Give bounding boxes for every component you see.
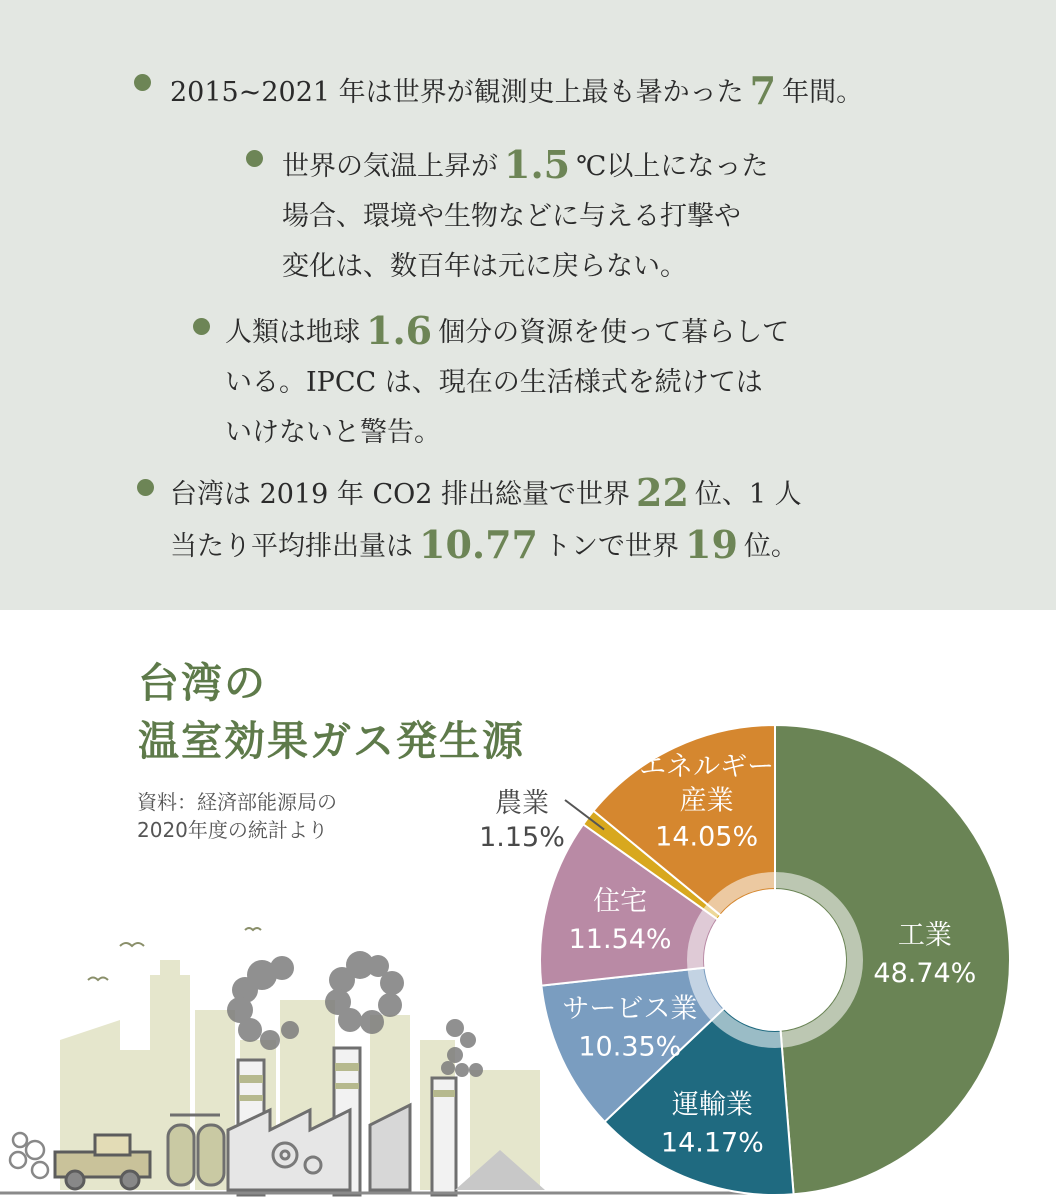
chart-title-line-2: 温室効果ガス発生源: [138, 717, 525, 765]
slice-value-3: 11.54%: [568, 923, 672, 955]
slice-value-1: 14.17%: [660, 1127, 764, 1159]
slice-value-4: 1.15%: [479, 822, 565, 853]
fact-4-text-end: 位、1 人: [694, 479, 802, 510]
fact-1-number: 7: [749, 68, 777, 113]
fact-1-text-end: 年間。: [782, 77, 864, 108]
fact-2-line-3: 変化は、数百年は元に戻らない。: [282, 251, 687, 282]
fact-4-number-2: 10.77: [419, 522, 538, 567]
fact-2-text: 世界の気温上昇が: [282, 151, 498, 182]
slice-name-2: サービス業: [562, 993, 698, 1025]
fact-4-line-2: 当たり平均排出量は: [170, 531, 413, 562]
fact-4-number: 22: [636, 470, 689, 515]
fact-3-text-end: 個分の資源を使って暮らして: [438, 317, 790, 348]
slice-name-0: 工業: [897, 920, 952, 952]
source-line-1: 資料：経済部能源局の: [137, 790, 337, 814]
slice-name-3: 住宅: [593, 885, 648, 917]
slice-name-4: 農業: [495, 788, 549, 819]
fact-4-text: 台湾は 2019 年 CO2 排出総量で世界: [170, 479, 631, 510]
fact-3-text: 人類は地球: [225, 317, 360, 348]
slice-value-5: 14.05%: [655, 821, 759, 853]
slice-value-0: 48.74%: [873, 958, 977, 990]
slice-value-2: 10.35%: [578, 1031, 682, 1063]
fact-2-line-2: 場合、環境や生物などに与える打撃や: [282, 201, 741, 232]
source-line-2: 2020年度の統計より: [137, 818, 328, 842]
fact-3-line-3: いけないと警告。: [225, 417, 441, 448]
fact-3-line-2: いる。IPCC は、現在の生活様式を続けては: [225, 367, 763, 398]
slice-name-1: 運輸業: [671, 1089, 753, 1121]
fact-2-text-end: ℃以上になった: [576, 151, 769, 182]
slice-name-5-line1: エネルギー: [639, 751, 775, 783]
chart-title-line-1: 台湾の: [138, 659, 267, 707]
slice-name-5-line2: 産業: [679, 785, 734, 817]
fact-4-line-2-mid: トンで世界: [544, 531, 679, 562]
fact-4-number-3: 19: [685, 522, 738, 567]
fact-1-text: 2015~2021 年は世界が観測史上最も暑かった: [170, 77, 744, 108]
donut-inner-ring: [695, 880, 855, 1040]
fact-2-number: 1.5: [504, 142, 571, 187]
fact-4-line-2-end: 位。: [743, 531, 798, 562]
fact-3-number: 1.6: [366, 308, 433, 353]
